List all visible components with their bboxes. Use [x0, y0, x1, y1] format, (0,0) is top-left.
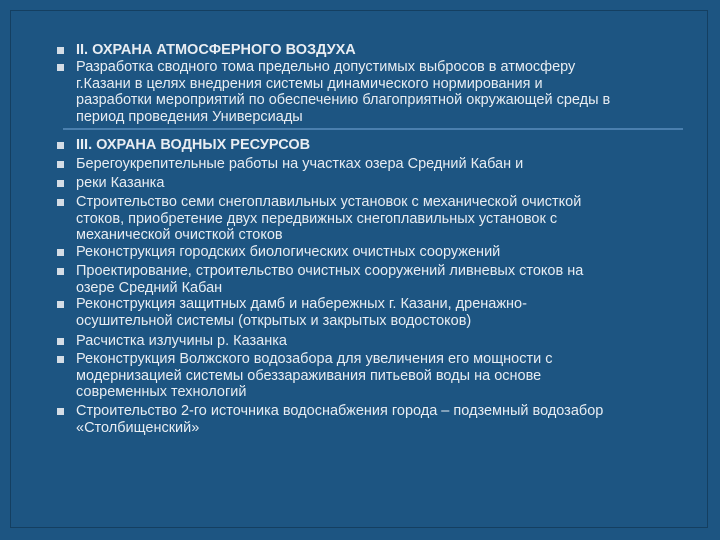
list-item-text: реки Казанка	[76, 175, 165, 191]
square-bullet-icon	[57, 408, 64, 415]
square-bullet-icon	[57, 249, 64, 256]
list-item-text: Расчистка излучины р. Казанка	[76, 333, 287, 349]
list-item-text: Проектирование, строительство очистных сооружений ливневых стоков на озере Средний Кабан	[76, 263, 584, 296]
square-bullet-icon	[57, 142, 64, 149]
square-bullet-icon	[57, 199, 64, 206]
list-item-text: Разработка сводного тома предельно допустимых выбросов в атмосферу г.Казани в целях внедрения системы динамического нормирования и разработки мероприятий по обеспечению благоприятной окружающей среды в период проведения Универсиады	[76, 59, 611, 125]
section-divider	[63, 128, 683, 130]
square-bullet-icon	[57, 338, 64, 345]
section-heading-air: II. ОХРАНА АТМОСФЕРНОГО ВОЗДУХА	[76, 42, 356, 58]
square-bullet-icon	[57, 64, 64, 71]
square-bullet-icon	[57, 356, 64, 363]
square-bullet-icon	[57, 268, 64, 275]
square-bullet-icon	[57, 161, 64, 168]
list-item-text: Реконструкция городских биологических очистных сооружений	[76, 244, 501, 260]
list-item-text: Реконструкция защитных дамб и набережных г. Казани, дренажно- осушительной системы (открытых и закрытых водостоков)	[76, 296, 527, 329]
list-item-text: Строительство 2-го источника водоснабжения города – подземный водозабор «Столбищенский»	[76, 403, 604, 436]
square-bullet-icon	[57, 47, 64, 54]
list-item-text: Реконструкция Волжского водозабора для увеличения его мощности с модернизацией системы обеззараживания питьевой воды на основе современных технологий	[76, 351, 553, 400]
square-bullet-icon	[57, 180, 64, 187]
section-heading-water: III. ОХРАНА ВОДНЫХ РЕСУРСОВ	[76, 137, 311, 153]
list-item-text: Строительство семи снегоплавильных установок с механической очисткой стоков, приобретение двух передвижных снегоплавильных установок с механической очисткой стоков	[76, 194, 582, 243]
square-bullet-icon	[57, 301, 64, 308]
list-item-text: Берегоукрепительные работы на участках озера Средний Кабан и	[76, 156, 524, 172]
